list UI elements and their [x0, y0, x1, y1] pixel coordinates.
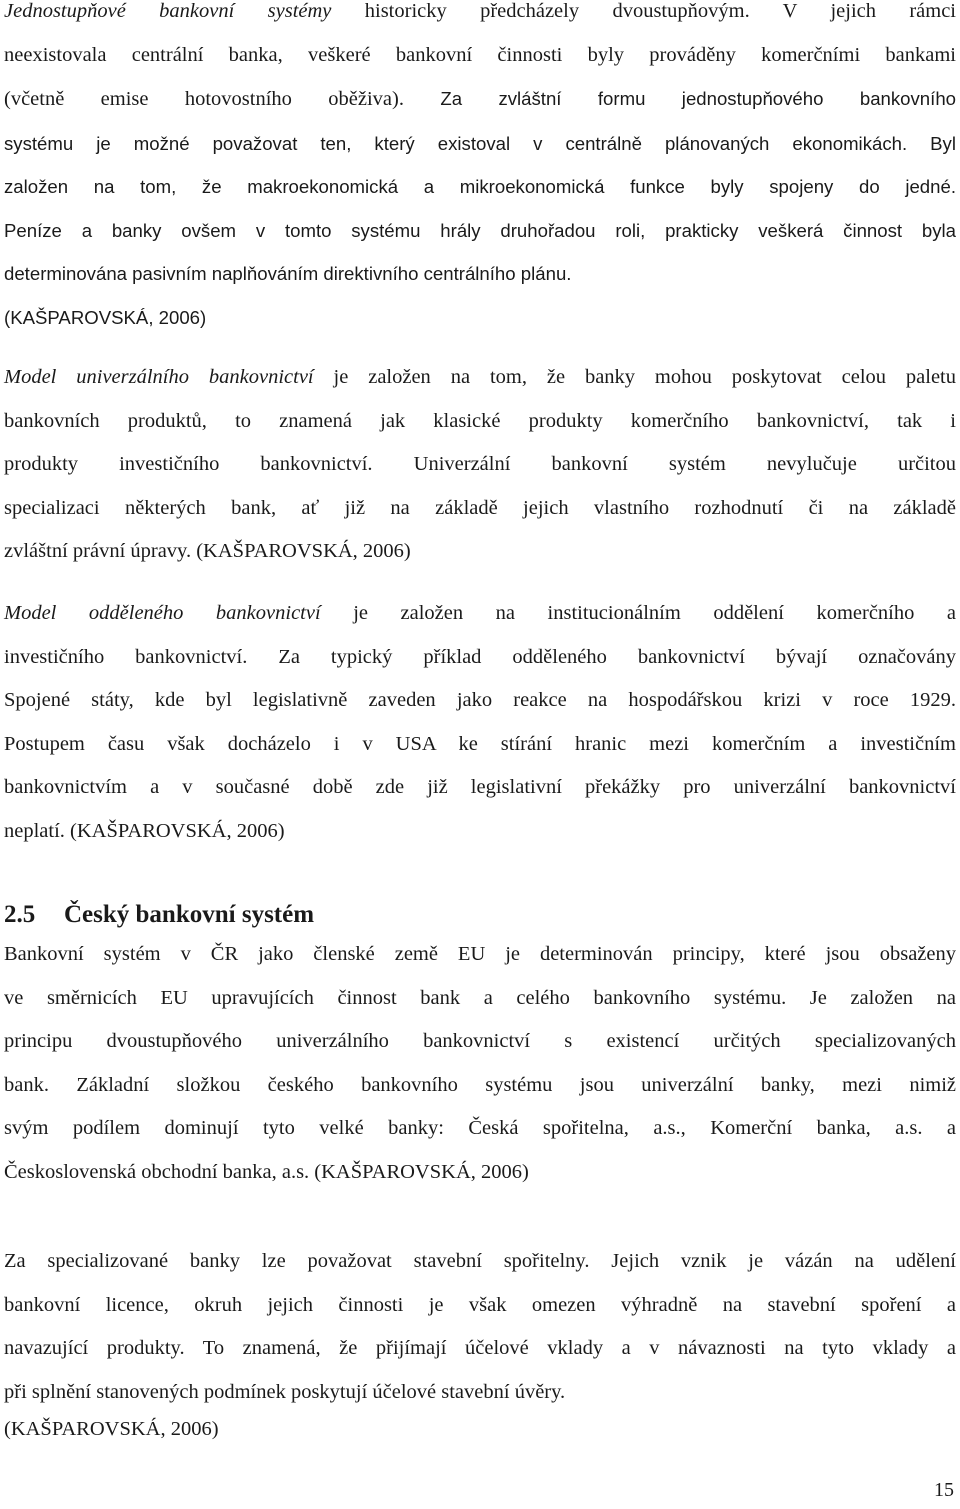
- paragraph-czech-banking-system: [4, 933, 956, 1194]
- section-title: Český bankovní systém: [64, 901, 315, 928]
- paragraph-separated-banking: [4, 592, 956, 853]
- text-line: specializaci některých bank, ať již na základě jejich vlastního rozhodnutí či na základě: [4, 496, 956, 519]
- text-line: ve směrnicích EU upravujících činnost bank a celého bankovního systému. Je založen na: [4, 986, 956, 1009]
- citation: (KAŠPAROVSKÁ, 2006): [4, 1418, 219, 1440]
- text-line: investičního bankovnictví. Za typický příklad odděleného bankovnictví bývají označovány: [4, 645, 956, 668]
- paragraph-universal-banking: [4, 356, 956, 574]
- italic-term: Model univerzálního bankovnictví: [4, 366, 314, 388]
- text-line: bankovních produktů, to znamená jak klasické produkty komerčního bankovnictví, tak i: [4, 409, 956, 432]
- text-line: Model univerzálního bankovnictví je založen na tom, že banky mohou poskytovat celou paletu: [4, 366, 957, 388]
- text-line: neexistovala centrální banka, veškeré bankovní činnosti byly prováděny komerčními bankami: [4, 43, 956, 66]
- text-line: Spojené státy, kde byl legislativně zaveden jako reakce na hospodářskou krizi v roce 1929.: [4, 689, 956, 711]
- paragraph-building-societies: [4, 1240, 956, 1444]
- text-line: navazující produkty. To znamená, že přijímají účelové vklady a v návaznosti na tyto vklady a: [4, 1337, 956, 1359]
- text-line: bank. Základní složkou českého bankovního systému jsou univerzální banky, mezi nimiž: [4, 1073, 956, 1096]
- text-line: založen na tom, že makroekonomická a mikroekonomická funkce byly spojeny do jedné.: [4, 176, 956, 197]
- text-line: Bankovní systém v ČR jako členské země EU je determinován principy, které jsou obsaženy: [4, 943, 956, 965]
- text-line: Model odděleného bankovnictví je založen na institucionálním oddělení komerčního a: [4, 602, 956, 624]
- paragraph-single-tier-systems: [4, 0, 956, 339]
- citation: (KAŠPAROVSKÁ, 2006): [4, 306, 207, 328]
- text-line: Peníze a banky ovšem v tomto systému hrály druhořadou roli, prakticky veškerá činnost byla: [4, 219, 956, 241]
- text-line: Postupem času však docházelo i v USA ke stírání hranic mezi komerčním a investičním: [4, 732, 956, 755]
- text-line: (včetně emise hotovostního oběživa). Za zvláštní formu jednostupňového bankovního: [4, 88, 956, 110]
- text-line: bankovní licence, okruh jejich činnosti je však omezen výhradně na stavební spoření a: [4, 1293, 956, 1316]
- text-line: produkty investičního bankovnictví. Univerzální bankovní systém nevylučuje určitou: [4, 453, 957, 475]
- text-line: systému je možné považovat ten, který existoval v centrálně plánovaných ekonomikách. Byl: [4, 132, 956, 154]
- text-line: neplatí. (KAŠPAROVSKÁ, 2006): [4, 819, 285, 842]
- section-heading: [4, 893, 314, 937]
- text-line: zvláštní právní úpravy. (KAŠPAROVSKÁ, 2006): [4, 540, 411, 562]
- text-line: Československá obchodní banka, a.s. (KAŠPAROVSKÁ, 2006): [4, 1160, 529, 1183]
- page-number: 15: [934, 1479, 954, 1501]
- text-line: Jednostupňové bankovní systémy historicky předcházely dvoustupňovým. V jejich rámci: [4, 0, 956, 22]
- italic-term: Jednostupňové bankovní systémy: [4, 0, 332, 22]
- text-line: svým podílem dominují tyto velké banky: Česká spořitelna, a.s., Komerční banka, a.s. a: [4, 1117, 956, 1139]
- text-line: determinována pasivním naplňováním direktivního centrálního plánu.: [4, 263, 572, 284]
- text-line: při splnění stanovených podmínek poskytují účelové stavební úvěry.: [4, 1380, 566, 1403]
- text-line: principu dvoustupňového univerzálního bankovnictví s existencí určitých specializovaných: [4, 1030, 956, 1052]
- text-line: Za specializované banky lze považovat stavební spořitelny. Jejich vznik je vázán na udělení: [4, 1250, 956, 1272]
- section-number: 2.5: [4, 901, 36, 928]
- text-line: bankovnictvím a v současné době zde již legislativní překážky pro univerzální bankovnictví: [4, 776, 956, 798]
- italic-term: Model odděleného bankovnictví: [4, 602, 321, 624]
